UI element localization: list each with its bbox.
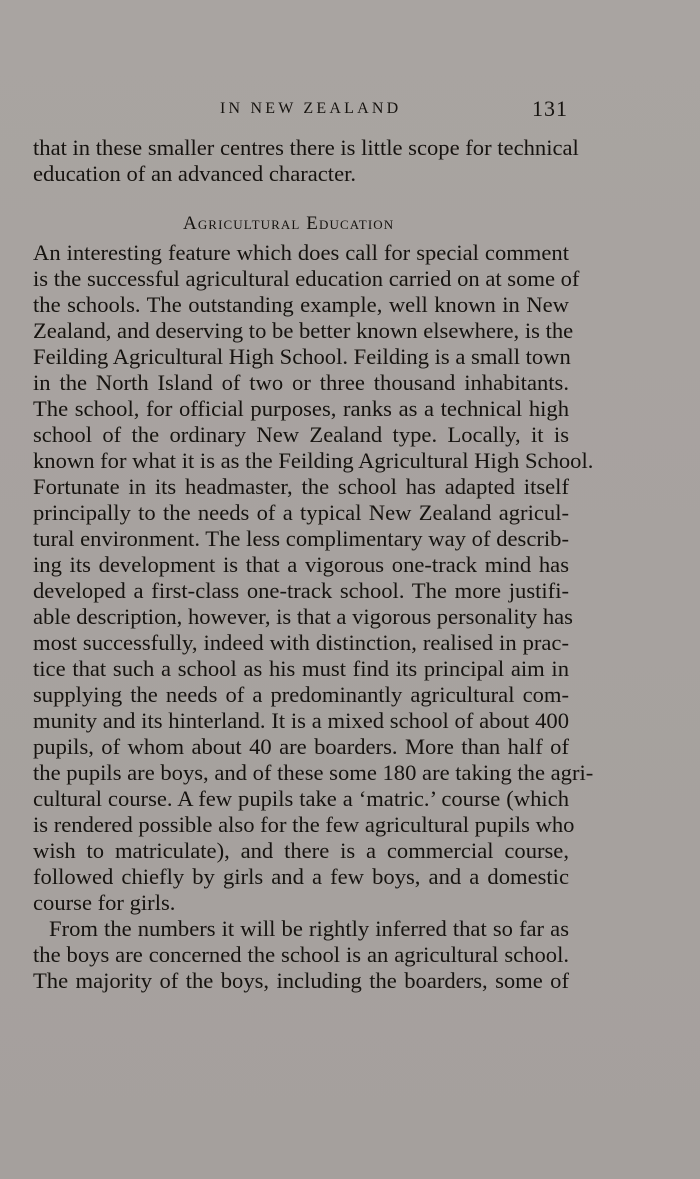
text-line: the pupils are boys, and of these some 180 are taking the agri-: [33, 760, 594, 785]
text-line: is the successful agricultural education carried on at some of: [33, 266, 580, 291]
section-heading: Agricultural Education: [183, 213, 395, 234]
text-line: is rendered possible also for the few agricultural pupils who: [33, 812, 575, 837]
text-line: pupils, of whom about 40 are boarders. More than half of: [33, 734, 569, 759]
text-line: school of the ordinary New Zealand type. Locally, it is: [33, 422, 569, 447]
text-line: the schools. The outstanding example, well known in New: [33, 292, 569, 317]
text-line: principally to the needs of a typical New Zealand agricul-: [33, 500, 569, 525]
running-head: [0, 98, 700, 122]
text-line: tural environment. The less complimentary way of describ-: [33, 526, 569, 551]
text-line: munity and its hinterland. It is a mixed school of about 400: [33, 708, 569, 733]
text-line: able description, however, is that a vigorous personality has: [33, 604, 573, 629]
text-line: known for what it is as the Feilding Agricultural High School.: [33, 448, 594, 473]
text-line: the boys are concerned the school is an agricultural school.: [33, 942, 569, 967]
running-title: IN NEW ZEALAND: [220, 100, 402, 117]
text-line: The majority of the boys, including the boarders, some of: [33, 968, 569, 993]
text-line: An interesting feature which does call for special comment: [33, 240, 569, 265]
text-line: in the North Island of two or three thousand inhabitants.: [33, 370, 569, 395]
text-line: The school, for official purposes, ranks as a technical high: [33, 396, 569, 421]
text-line: course for girls.: [33, 890, 176, 915]
text-line: wish to matriculate), and there is a commercial course,: [33, 838, 569, 863]
text-line: supplying the needs of a predominantly agricultural com-: [33, 682, 569, 707]
text-line: tice that such a school as his must find its principal aim in: [33, 656, 569, 681]
text-line: Feilding Agricultural High School. Feilding is a small town: [33, 344, 571, 369]
page-number: 131: [532, 96, 568, 121]
text-line: followed chiefly by girls and a few boys, and a domestic: [33, 864, 569, 889]
text-line: that in these smaller centres there is little scope for technical: [33, 135, 579, 160]
text-line: ing its development is that a vigorous one-track mind has: [33, 552, 569, 577]
text-line: From the numbers it will be rightly inferred that so far as: [49, 916, 569, 941]
text-line: cultural course. A few pupils take a ‘matric.’ course (which: [33, 786, 569, 811]
text-line: education of an advanced character.: [33, 161, 357, 186]
text-line: Fortunate in its headmaster, the school has adapted itself: [33, 474, 569, 499]
text-line: most successfully, indeed with distinction, realised in prac-: [33, 630, 569, 655]
text-line: developed a first-class one-track school. The more justifi-: [33, 578, 569, 603]
text-line: Zealand, and deserving to be better known elsewhere, is the: [33, 318, 574, 343]
